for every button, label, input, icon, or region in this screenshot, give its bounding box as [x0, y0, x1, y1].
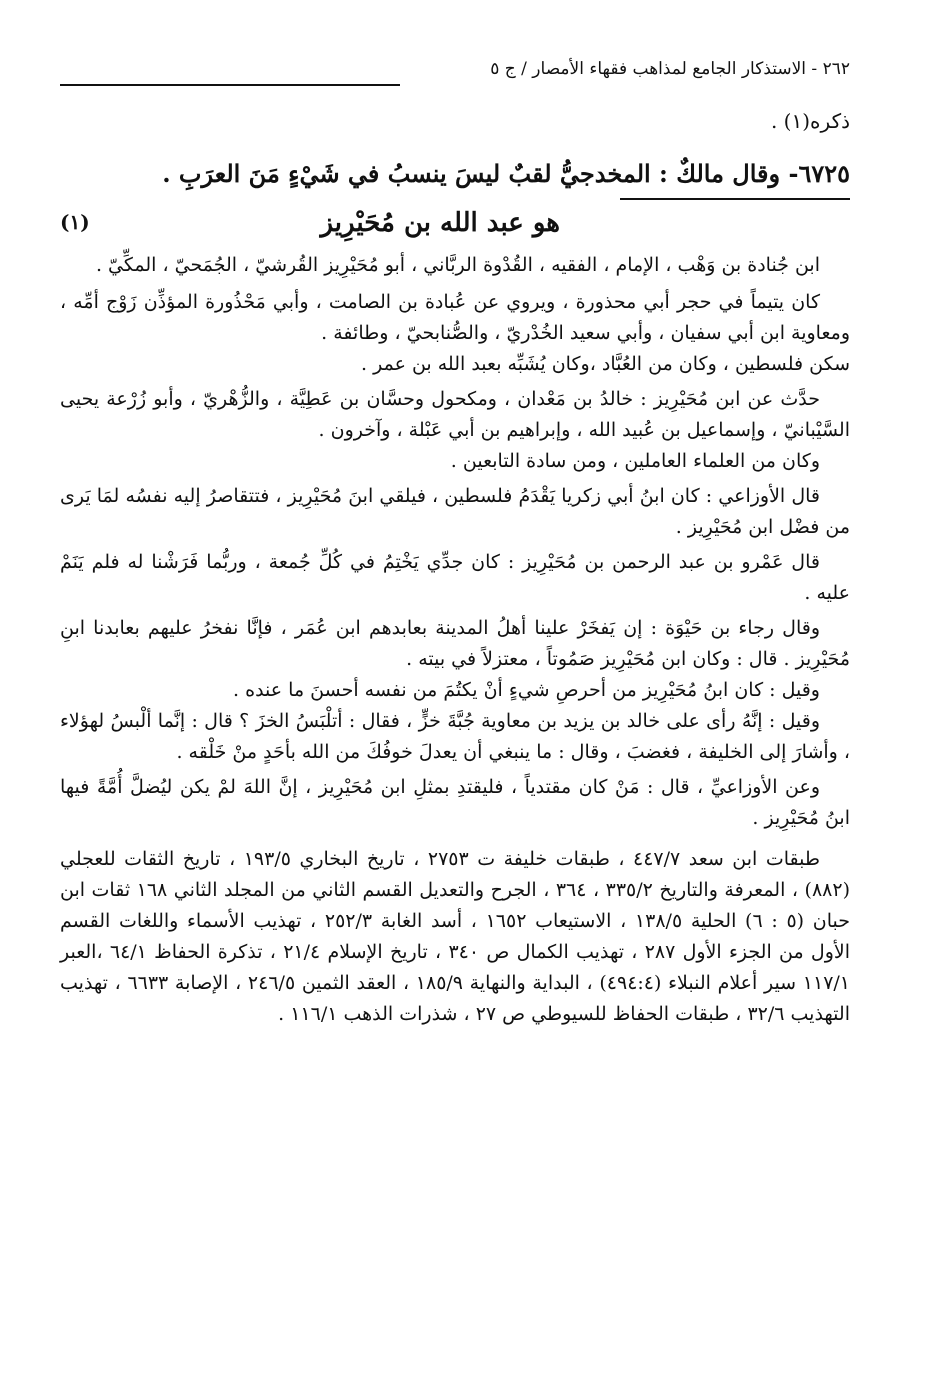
footnote-paragraph: وعن الأوزاعيِّ ، قال : مَنْ كان مقتدياً ، فليقتدِ بمثلِ ابن مُحَيْرِيز ، إنَّ اللهَ لمْ يكن ليُضلَّ أُمَّةً فيها ابنُ مُحَيْرِيز . — [60, 776, 850, 829]
references-text: طبقات ابن سعد ٤٤٧/٧ ، طبقات خليفة ت ٢٧٥٣ ، تاريخ البخاري ١٩٣/٥ ، تاريخ الثقات للعجلي (٨٨٢) ، المعرفة والتاريخ ٣٣٥/٢ ، ٣٦٤ ، الجرح والتعديل القسم الثاني من المجلد الثاني ١٦٨ ثقات ابن حبان (٥ : ٦) الحلية ١٣٨/٥ ، الاستيعاب ١٦٥٢ ، أسد الغابة ٢٥٢/٣ ، تهذيب الأسماء واللغات القسم الأول من الجزء الأول ٢٨٧ ، تهذيب الكمال ص ٣٤٠ ، تاريخ الإسلام ٢١/٤ ، تذكرة الحفاظ ٦٤/١ ،العبر ١١٧/١ سير أعلام النبلاء (٤٩٤:٤) ، البداية والنهاية ١٨٥/٩ ، العقد الثمين ٢٤٦/٥ ، الإصابة ٦٦٣٣ ، تهذيب التهذيب ٣٢/٦ ، طبقات الحفاظ للسيوطي ص ٢٧ ، شذرات الذهب ١١٦/١ . — [60, 848, 851, 1025]
footnote-heading — [60, 208, 850, 250]
footnote-paragraph: قال الأوزاعي : كان ابنُ أبي زكريا يَقْدَمُ فلسطين ، فيلقي ابنَ مُحَيْرِيز ، فتتقاصرُ إليه نفسُه لمَا يَرى من فضْل ابن مُحَيْرِيز . — [60, 485, 850, 538]
footnote-paragraph: حدَّث عن ابن مُحَيْرِيز : خالدُ بن مَعْدان ، ومكحول وحسَّان بن عَطِيَّة ، والزُّهْريّ ، وأبو زُرْعة يحيى السَّيْبانيّ ، وإسماعيل بن عُبيد الله ، وإبراهيم بن أبي عَبْلة ، وآخرون . — [60, 388, 850, 441]
top-line: ذكره(١) . — [770, 109, 850, 133]
references-block — [60, 844, 850, 1030]
header-rule — [60, 84, 400, 86]
footnote-paragraph: وقال رجاء بن حَيْوَة : إن يَفخَرْ علينا أهلُ المدينة بعابدهم ابن عُمَر ، فإنَّا نفخرُ عليهم بعابدنا ابنِ مُحَيْرِيز . قال : وكان ابن مُحَيْرِيز صَمُوتاً ، معتزلاً في بيته . — [60, 617, 850, 670]
footnote-paragraph: ابن جُنادة بن وَهْب ، الإمام ، الفقيه ، القُدْوة الربَّاني ، أبو مُحَيْرِيز القُرشيّ ، الجُمَحيّ ، المكِّيّ . — [95, 254, 820, 276]
footnote-paragraph: وكان من العلماء العاملين ، ومن سادة التابعين . — [450, 450, 820, 472]
running-title: ٢٦٢ - الاستذكار الجامع لمذاهب فقهاء الأمصار / ج ٥ — [490, 59, 850, 79]
footnote-separator — [620, 198, 850, 200]
footnote-paragraph: سكن فلسطين ، وكان من العُبَّاد ،وكان يُشَبِّه بعبد الله بن عمر . — [361, 353, 850, 375]
footnote-title: هو عبد الله بن مُحَيْرِيز — [320, 208, 560, 238]
footnote-paragraph: وقيل : إنَّهُ رأى على خالد بن يزيد بن معاوية جُبَّةَ خزٍّ ، فقال : أتلْبَسُ الخزَ ؟ قال : إنَّما ألْبسُ لهؤلاء ، وأشارَ إلى الخليفة ، فغضبَ ، وقال : ما ينبغي أن يعدلَ خوفُكَ من الله بأحَدٍ منْ خَلْقه . — [60, 710, 850, 763]
running-header — [60, 56, 850, 84]
book-page — [60, 56, 850, 1030]
footnote-body — [60, 250, 850, 834]
footnote-paragraph: قال عَمْرو بن عبد الرحمن بن مُحَيْرِيز : كان جدِّي يَخْتِمُ في كُلِّ جُمعة ، وربُّما فَرَشْنا له فلم يَنَمْ عليه . — [60, 551, 850, 604]
footnote-paragraph: كان يتيماً في حجر أبي محذورة ، ويروي عن عُبادة بن الصامت ، وأبي مَحْذُورة المؤذِّن زَوْج أمِّه ، ومعاوية ابن أبي سفيان ، وأبي سعيد الخُدْريّ ، والصُّنابحيّ ، وطائفة . — [60, 291, 850, 344]
main-entry: ٦٧٢٥- وقال مالكٌ : المخدجيُّ لقبٌ ليسَ ينسبُ في شَيْءٍ مَنَ العرَبِ . — [162, 159, 850, 188]
footnote-number: (١) — [60, 210, 90, 234]
footnote-paragraph: وقيل : كان ابنُ مُحَيْرِيز من أحرصِ شيءٍ أنْ يكتُمَ من نفسه أحسنَ ما عنده . — [233, 679, 820, 701]
